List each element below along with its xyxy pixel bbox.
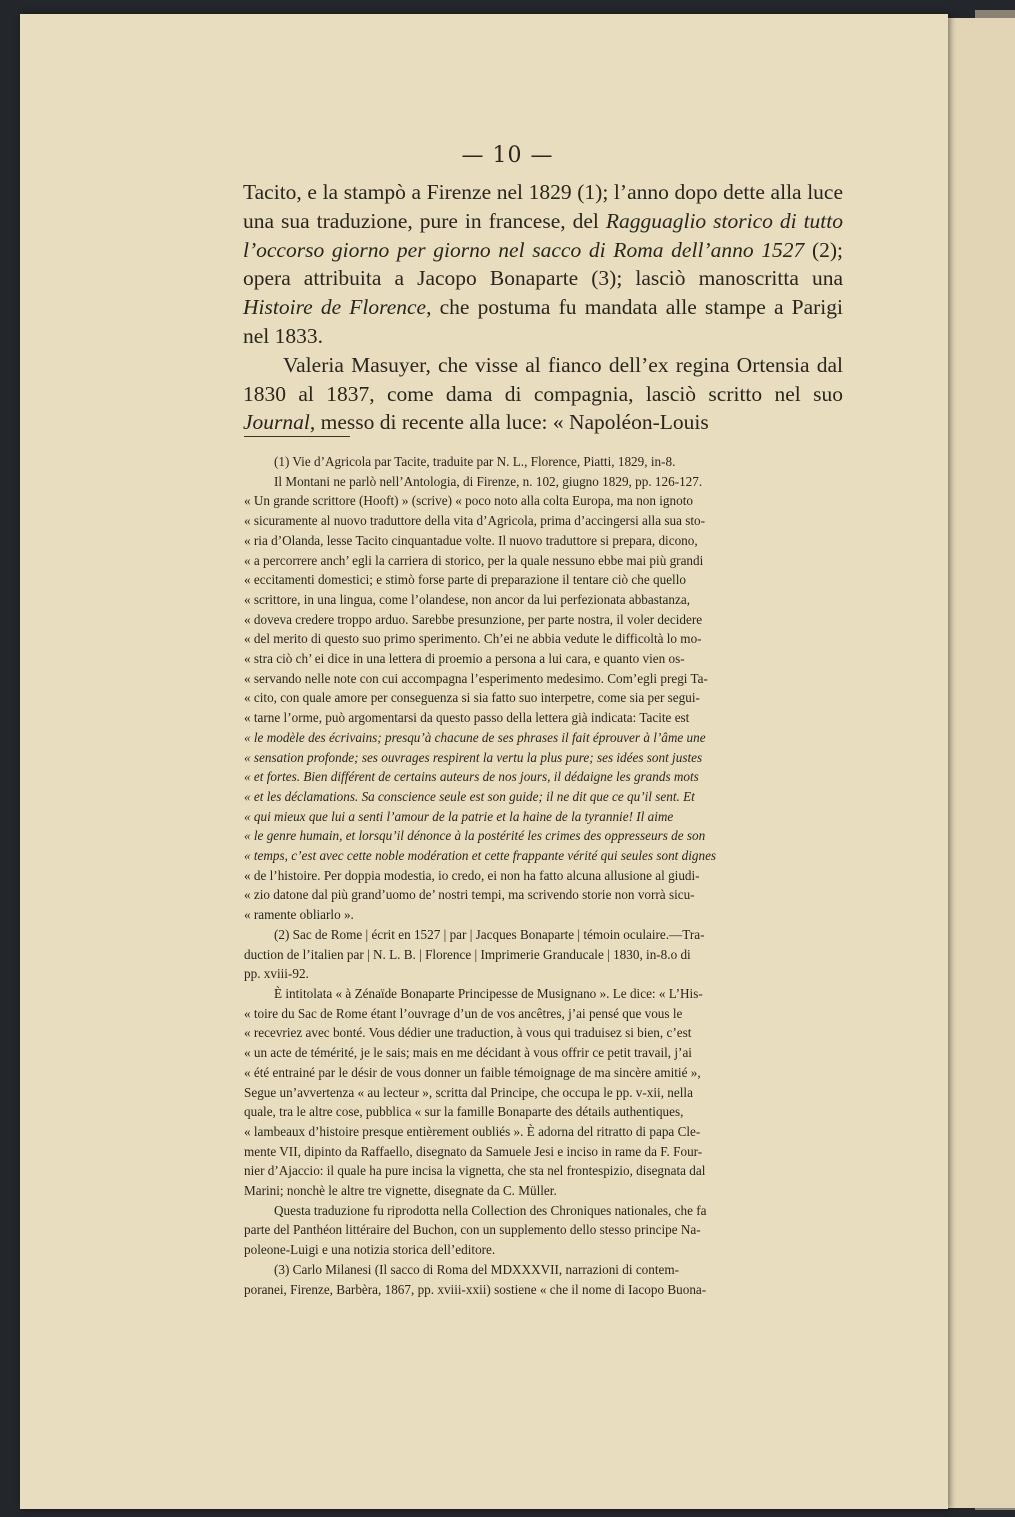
footnote-line: « toire du Sac de Rome étant l’ouvrage d’un de vos ancêtres, j’ai pensé que vous le <box>244 1005 683 1021</box>
footnote-separator <box>244 436 350 437</box>
italic-title: dell’anno 1527 <box>671 237 805 262</box>
footnote-line: parte del Panthéon littéraire del Buchon, con un supplemento dello stesso principe Na- <box>244 1222 701 1238</box>
text-line: mandata alle stampe a Parigi nel 1833. <box>243 295 844 348</box>
text-line: (2); opera attribuita a Jacopo Bonaparte (3); <box>243 237 843 291</box>
footnote-line: « tarne l’orme, può argomentarsi da questo passo della lettera già indicata: Tacite est <box>244 710 690 726</box>
footnote-line: « et les déclamations. Sa conscience seule est son guide; il ne dit que ce qu’il sent. Et <box>244 788 695 804</box>
footnote-line: nier d’Ajaccio: il quale ha pure incisa la vignetta, che sta nel frontespizio, disegnata dal <box>244 1163 706 1179</box>
footnote-line: poranei, Firenze, Barbèra, 1867, pp. xviii-xxii) sostiene « che il nome di Iacopo Buona- <box>244 1281 707 1297</box>
footnote-line: « sicuramente al nuovo traduttore della vita d’Agricola, prima d’accingersi alla sua sto- <box>244 513 706 529</box>
text-line: , messo di recente alla luce: « Napoléon-Louis <box>309 410 709 435</box>
footnote-line: « lambeaux d’histoire presque entièrement oubliés ». È adorna del ritratto di papa Cle- <box>244 1123 701 1139</box>
footnote-line: Marini; nonchè le altre tre vignette, disegnate da C. Müller. <box>244 1183 557 1199</box>
footnote-line: « sensation profonde; ses ouvrages respirent la vertu la plus pure; ses idées sont justes <box>244 749 703 765</box>
text-line: nel suo <box>774 381 844 406</box>
footnote-line: « ria d’Olanda, lesse Tacito cinquantadue volte. Il nuovo traduttore si prepara, dicono, <box>244 532 698 548</box>
italic-title: storico di tutto l’occorso giorno per giorno nel sacco di Roma <box>243 208 843 262</box>
text-line: , che postuma fu <box>426 295 577 320</box>
footnote-line: « été entrainé par le désir de vous donner un faible témoignage de ma sincère amitié », <box>244 1064 701 1080</box>
footnote-line: pp. xviii-92. <box>244 966 309 982</box>
footnote-line: poleone-Luigi e una notizia storica dell’editore. <box>244 1242 496 1258</box>
footnote-line: « le modèle des écrivains; presqu’à chacune de ses phrases il fait éprouver à l’âme une <box>244 729 706 745</box>
footnote-line: Questa traduzione fu riprodotta nella Collection des Chroniques nationales, che fa <box>274 1202 707 1218</box>
footnote-line: quale, tra le altre cose, pubblica « sur la famille Bonaparte des détails authentiques, <box>244 1104 684 1120</box>
italic-title: Histoire de Florence <box>243 295 427 320</box>
footnote-line: « Un grande scrittore (Hooft) » (scrive) « poco noto alla colta Europa, ma non ignoto <box>244 493 693 509</box>
footnote-line: (2) Sac de Rome | écrit en 1527 | par | Jacques Bonaparte | témoin oculaire.—Tra- <box>274 926 705 942</box>
footnote-line: « qui mieux que lui a senti l’amour de la patrie et la haine de la tyrannie! Il aime <box>244 808 674 824</box>
footnote-line: Segue un’avvertenza « au lecteur », scritta dal Principe, che occupa le pp. v-xii, nella <box>244 1084 693 1100</box>
footnote-line: Il Montani ne parlò nell’Antologia, di Firenze, n. 102, giugno 1829, pp. 126-127. <box>274 473 703 489</box>
footnote-line: È intitolata « à Zénaïde Bonaparte Principesse de Musignano ». Le dice: « L’His- <box>274 985 703 1001</box>
main-text <box>243 178 843 437</box>
footnote-line: « recevriez avec bonté. Vous dédier une traduction, à vous qui traduisez si bien, c’est <box>244 1025 692 1041</box>
page-number: — 10 — <box>461 143 554 168</box>
footnote-line: « zio datone dal più grand’uomo de’ nostri tempi, ma scrivendo storie non vorrà sicu- <box>244 887 695 903</box>
footnote-line: duction de l’italien par | N. L. B. | Florence | Imprimerie Granducale | 1830, in-8.o di <box>244 946 691 962</box>
footnote-line: « scrittore, in una lingua, come l’olandese, non ancor da lui perfezionata abbastanza, <box>244 591 690 607</box>
paragraph-2 <box>243 351 843 437</box>
footnote-line: « ramente obliarlo ». <box>244 907 354 923</box>
footnotes <box>244 452 844 1299</box>
footnote-line: « un acte de témérité, je le sais; mais en me décidant à vous offrir ce petit travail, j’ai <box>244 1045 692 1061</box>
text-line: alla luce una sua traduzione, pure in francese, del <box>243 180 844 233</box>
footnote-line: « et fortes. Bien différent de certains auteurs de nos jours, il dédaigne les grands mots <box>244 769 699 785</box>
footnote-line: mente VII, dipinto da Raffaello, disegnato da Samuele Jesi e inciso in rame da F. Four- <box>244 1143 703 1159</box>
text-line: lasciò manoscritta una <box>635 266 843 291</box>
footnote-line: « del merito di questo suo primo sperimento. Ch’ei ne abbia vedute le difficoltà lo mo- <box>244 631 702 647</box>
footnote-line: « eccitamenti domestici; e stimò forse parte di preparazione il tentare ciò che quello <box>244 572 686 588</box>
footnote-line: « a percorrere anch’ egli la carriera di storico, per la quale nessuno ebbe mai più grandi <box>244 552 704 568</box>
footnote-line: « de l’histoire. Per doppia modestia, io credo, ei non ha fatto alcuna allusione al giudi- <box>244 867 700 883</box>
text-line: sia dal 1830 al 1837, come dama di compagnia, lasciò scritto <box>243 352 843 406</box>
facing-page-edge <box>942 18 1015 1508</box>
footnote-line: « le genre humain, et lorsqu’il dénonce à la postérité les crimes des oppresseurs de son <box>244 828 706 844</box>
footnote-line: (1) Vie d’Agricola par Tacite, traduite par N. L., Florence, Piatti, 1829, in-8. <box>274 454 676 469</box>
footnote-line: « cito, con quale amore per conseguenza si sia fatto suo interpetre, come sia per segui- <box>244 690 700 706</box>
footnote-line: « temps, c’est avec cette noble modération et cette frappante vérité qui seules sont dignes <box>244 848 717 864</box>
italic-title: Journal <box>243 410 310 435</box>
footnote-line: « stra ciò ch’ ei dice in una lettera di proemio a persona a lui cara, e quanto vien os- <box>244 651 685 667</box>
text-line: Valeria Masuyer, che visse al fianco dell’ex regina Orten <box>283 352 786 377</box>
footnote-line: « servando nelle note con cui accompagna l’esperimento medesimo. Com’egli pregi Ta- <box>244 670 708 686</box>
italic-title: Ragguaglio <box>605 208 707 233</box>
paragraph-1 <box>243 178 843 351</box>
footnote-line: « doveva credere troppo arduo. Sarebbe presunzione, per parte nostra, il voler decidere <box>244 611 703 627</box>
text-line: Tacito, e la stampò a Firenze nel 1829 (1); l’anno dopo dette <box>243 180 765 204</box>
footnote-line: (3) Carlo Milanesi (Il sacco di Roma del MDXXXVII, narrazioni di contem- <box>274 1261 680 1277</box>
